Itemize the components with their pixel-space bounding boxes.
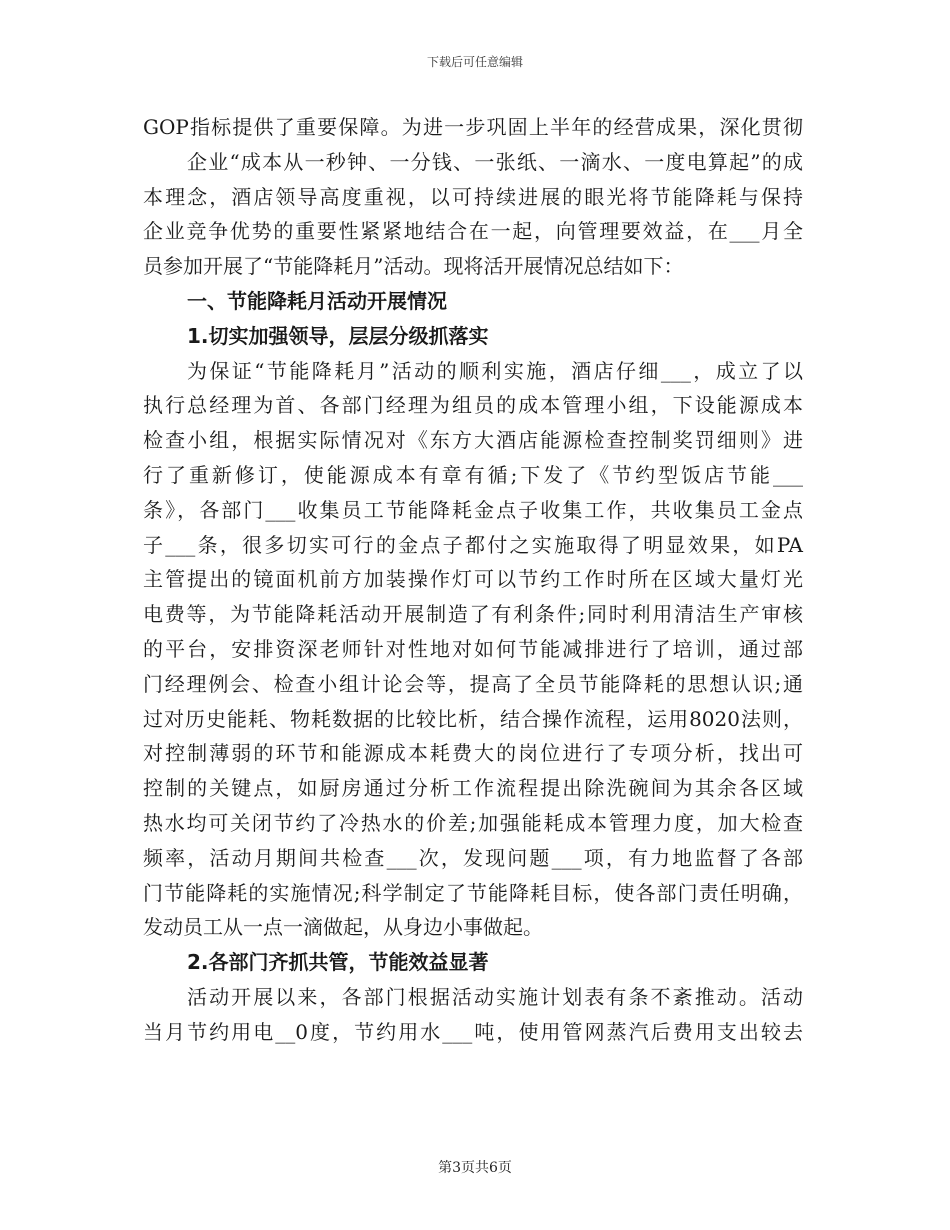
paragraph-line: 过对历史能耗、物耗数据的比较比析，结合操作流程，运用8020法则，	[143, 706, 803, 731]
paragraph-line: 当月节约用电__0度，节约用水___吨，使用管网蒸汽后费用支出较去	[143, 1019, 803, 1044]
paragraph-line: 频率，活动月期间共检查___次，发现问题___项，有力地监督了各部	[143, 845, 803, 870]
paragraph-line: 本理念，酒店领导高度重视，以可持续进展的眼光将节能降耗与保持	[143, 184, 803, 209]
paragraph-line: 为保证“节能降耗月”活动的顺利实施，酒店仔细___，成立了以	[187, 358, 803, 383]
paragraph-line: 对控制薄弱的环节和能源成本耗费大的岗位进行了专项分析，找出可	[143, 741, 803, 766]
paragraph-line: 电费等，为节能降耗活动开展制造了有利条件;同时利用清洁生产审核	[143, 602, 803, 627]
paragraph-line: 子___条，很多切实可行的金点子都付之实施取得了明显效果，如PA	[143, 532, 803, 557]
section-heading: 一、节能降耗月活动开展情况	[187, 288, 447, 313]
paragraph-line: 热水均可关闭节约了冷热水的价差;加强能耗成本管理力度，加大检查	[143, 810, 803, 835]
paragraph-line: 条》，各部门___收集员工节能降耗金点子收集工作，共收集员工金点	[143, 497, 803, 522]
paragraph-line: 控制的关键点，如厨房通过分析工作流程提出除洗碗间为其余各区域	[143, 776, 803, 801]
document-body	[143, 110, 803, 1050]
paragraph-line: 企业“成本从一秒钟、一分钱、一张纸、一滴水、一度电算起”的成	[187, 149, 803, 174]
paragraph-line: 门节能降耗的实施情况;科学制定了节能降耗目标，使各部门责任明确，	[143, 880, 803, 905]
paragraph-line: 门经理例会、检查小组计论会等，提高了全员节能降耗的思想认识;通	[143, 671, 803, 696]
paragraph-line: 的平台，安排资深老师针对性地对如何节能减排进行了培训，通过部	[143, 636, 803, 661]
paragraph-line: 检查小组，根据实际情况对《东方大酒店能源检查控制奖罚细则》进	[143, 428, 803, 453]
paragraph-line: 主管提出的镜面机前方加装操作灯可以节约工作时所在区域大量灯光	[143, 567, 803, 592]
page-header: 下载后可任意编辑	[426, 55, 523, 69]
page-number: 第3页共6页	[438, 1160, 512, 1176]
subsection-heading: 1.切实加强领导，层层分级抓落实	[187, 323, 489, 348]
paragraph-line: 执行总经理为首、各部门经理为组员的成本管理小组，下设能源成本	[143, 393, 803, 418]
paragraph-line: 活动开展以来，各部门根据活动实施计划表有条不紊推动。活动	[187, 984, 803, 1009]
paragraph-line: 企业竞争优势的重要性紧紧地结合在一起，向管理要效益，在___月全	[143, 219, 803, 244]
paragraph-line: 发动员工从一点一滴做起，从身边小事做起。	[143, 915, 543, 940]
subsection-heading: 2.各部门齐抓共管，节能效益显著	[187, 950, 489, 975]
paragraph-line: GOP指标提供了重要保障。为进一步巩固上半年的经营成果，深化贯彻	[143, 115, 803, 139]
paragraph-line: 行了重新修订，使能源成本有章有循;下发了《节约型饭店节能___	[143, 462, 803, 487]
paragraph-line: 员参加开展了“节能降耗月”活动。现将活开展情况总结如下：	[143, 254, 684, 279]
